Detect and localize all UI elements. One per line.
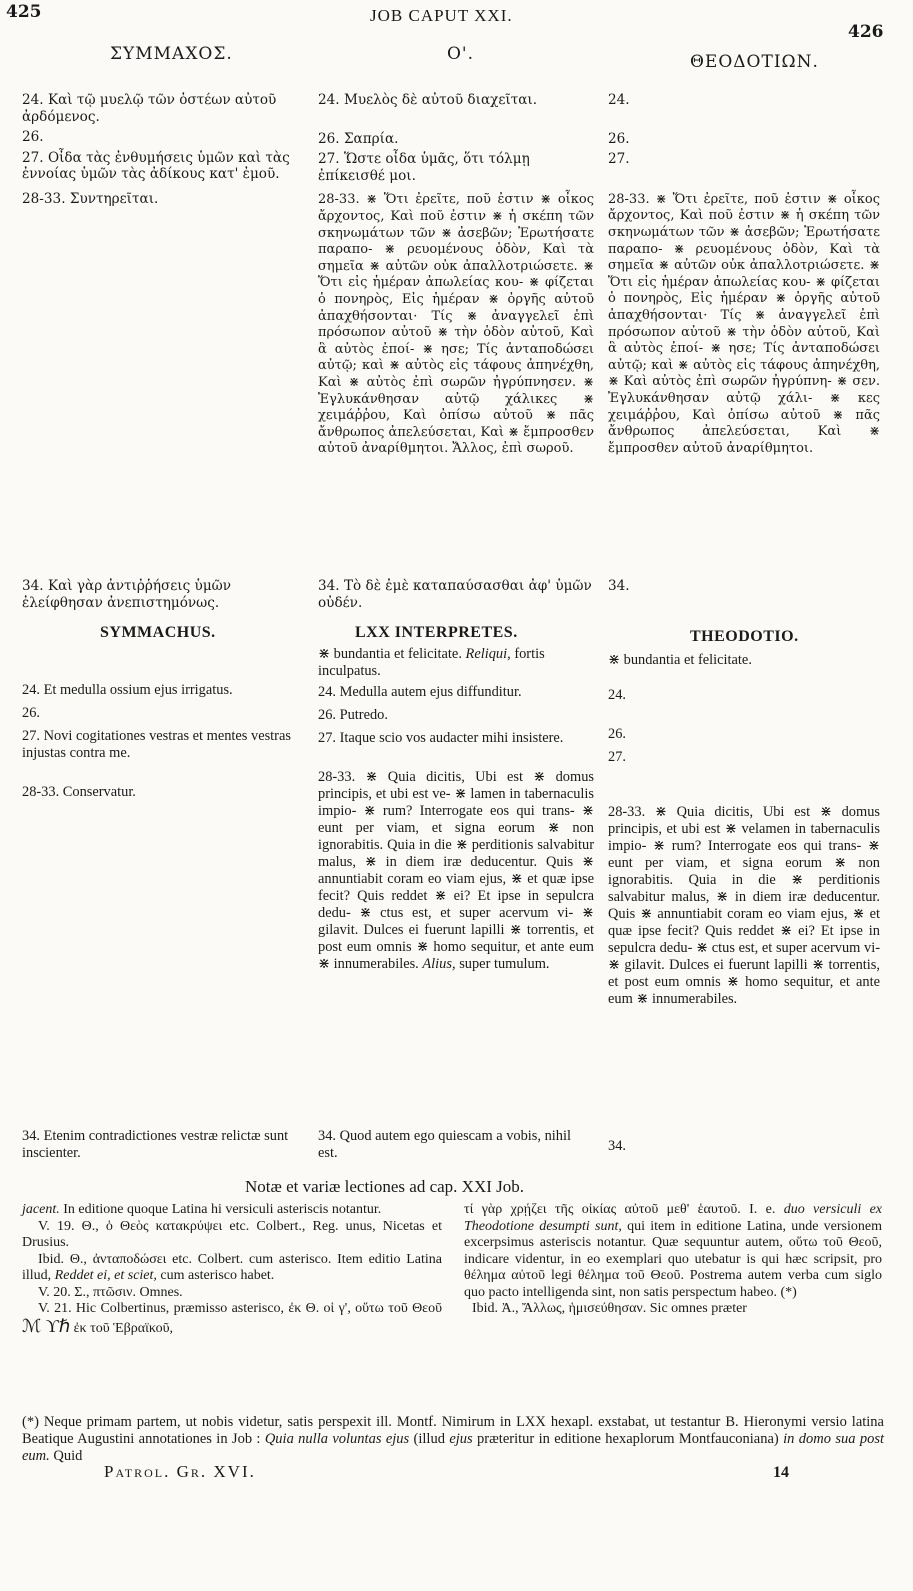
alius-text: super tumulum. [459, 956, 550, 972]
latin-header-symmachus: SYMMACHUS. [100, 624, 216, 641]
theo-intro: ⋇ bundantia et felicitate. [608, 652, 752, 668]
lxx-intro-c: fortis inculpatus. [318, 646, 545, 679]
note-jacent: jacent. In editione quoque Latina hi versiculi asteriscis notantur. [22, 1202, 382, 1217]
verse-26: 26. Σαπρία. [318, 130, 399, 147]
notes-heading: Notæ et variæ lectiones ad cap. XXI Job. [245, 1177, 525, 1196]
latin-column-theodotion [608, 652, 880, 1154]
verse-28-33: 28-33. ⋇ Ὅτι ἐρεῖτε, ποῦ ἐστιν ⋇ οἶκος ἄρχοντος, Καὶ ποῦ ἐστιν ⋇ ἡ σκέπη τῶν σκηνωμάτων τῶν ⋇ ἀσεβῶν; Ἐρωτήσατε παραπο- ⋇ ρευομένους ὁδὸν, Καὶ τὰ σημεῖα ⋇ αὐτῶν οὐκ ἀπαλλοτριώσετε. ⋇ Ὅτι εἰς ἡμέραν ἀπωλείας κου- ⋇ φίζεται ὁ πονηρὸς, Εἰς ἡμέραν ⋇ ὀργῆς αὐτοῦ ἀπαχθήσονται· Τίς ⋇ ἀναγγελεῖ ἐπὶ πρόσωπον αὐτοῦ ⋇ τὴν ὁδὸν αὐτοῦ, Καὶ ἃ αὐτὸς ἐποί- ⋇ ησε; Τίς ἀνταποδώσει αὐτῷ; καὶ ⋇ αὐτὸς εἰς τάφους ἀπηνέχθη, ⋇ Καὶ αὐτὸς ἐπὶ σωρῶν ἠγρύπνη- ⋇ σεν. Ἐγλυκάνθησαν αὐτῷ χάλι- ⋇ κες χειμάῤῥου, Καὶ ὀπίσω αὐτοῦ ⋇ πᾶς ἄνθρωπος ἀπελεύσεται, Καὶ ⋇ ἔμπροσθεν αὐτοῦ ἀναρίθμητοι. [608, 191, 880, 456]
verse-26: 26. [608, 726, 626, 742]
greek-column-lxx [318, 92, 594, 611]
note-v19: V. 19. Θ., ὁ Θεὸς κατακρύψει etc. Colbert., Reg. unus, Nicetas et Drusius. [22, 1218, 442, 1250]
verse-24: 24. [608, 92, 630, 108]
verse-26: 26. Putredo. [318, 707, 388, 723]
patrologia-signature: Patrol. Gr. XVI. [104, 1462, 256, 1481]
note-right-2: Ibid. Ἀ., Ἄλλως, ἡμισεύθησαν. Sic omnes præter [472, 1301, 747, 1316]
verse-28-33: 28-33. Conservatur. [22, 784, 136, 800]
verse-24: 24. Et medulla ossium ejus irrigatus. [22, 682, 233, 698]
verse-24: 24. Medulla autem ejus diffunditur. [318, 684, 522, 700]
page-number-right: 426 [848, 22, 884, 42]
note-v21: V. 21. Hic Colbertinus, præmisso asterisco, ἐκ Θ. οἱ γ', οὕτω τοῦ Θεοῦ ℳ ϒℏ ἐκ τοῦ Ἑβραϊκοῦ, [22, 1301, 442, 1336]
verse-26: 26. [22, 705, 40, 721]
column-header-theodotion: ΘΕΟΔΟΤΙΩΝ. [690, 52, 819, 72]
verse-34: 34. Καὶ γὰρ ἀντιῤῥήσεις ὑμῶν ἐλείφθησαν ἀνεπιστημόνως. [22, 578, 231, 611]
verse-34: 34. Etenim contradictiones vestræ relictæ sunt inscienter. [22, 1128, 289, 1161]
verse-27: 27. Οἶδα τὰς ἐνθυμήσεις ὑμῶν καὶ τὰς ἐννοίας ὑμῶν τὰς ἀδίκους κατ' ἐμοῦ. [22, 149, 290, 183]
signature-number: 14 [773, 1464, 789, 1481]
verse-27: 27. [608, 151, 630, 168]
column-header-lxx: O'. [447, 44, 475, 64]
alius-label: Alius, [422, 956, 456, 972]
latin-header-lxx: LXX INTERPRETES. [355, 624, 518, 641]
note-ibid-theta: Ibid. Θ., ἀνταποδώσει etc. Colbert. cum asterisco. Item editio Latina illud, Reddet ei, et sciet, cum asterisco habet. [22, 1251, 442, 1283]
verse-27: 27. Itaque scio vos audacter mihi insistere. [318, 730, 564, 746]
latin-header-theodotion: THEODOTIO. [690, 628, 799, 645]
verse-28-33: 28-33. ⋇ Quia dicitis, Ubi est ⋇ domus principis, et ubi est ⋇ velamen in tabernaculis impio- ⋇ rum? Interrogate eos qui trans- ⋇ eunt per viam, et signa eorum ⋇ non ignorabitis. Quia in die ⋇ perditionis salvabitur malus, ⋇ in diem iræ deducentur. Quis ⋇ annuntiabit coram eo viam ejus, ⋇ et quæ ipse fecit? Quis reddet ⋇ ei? Et ipse in sepulcra dedu- ⋇ ctus est, et super acervum vi- ⋇ gilavit. Dulces ei fuerunt lapilli ⋇ torrentis, et post eum omnis ⋇ homo sequitur, et ante eum ⋇ innumerabiles. [608, 804, 880, 1007]
lxx-intro-b: Reliqui, [465, 646, 511, 662]
verse-24: 24. [608, 687, 626, 703]
latin-column-symmachus [22, 682, 304, 1161]
verse-28-33-text: 28-33. ⋇ Quia dicitis, Ubi est ⋇ domus principis, et ubi est ve- ⋇ lamen in tabernaculis impio- ⋇ rum? Interrogate eos qui trans- ⋇ eunt per viam, et signa eorum ⋇ non ignorabitis. Quia in die ⋇ perditionis salvabitur malus, ⋇ in diem iræ deducentur. Quis ⋇ annuntiabit coram eo viam ejus, ⋇ et quæ ipse fecit? Quis reddet ⋇ ei? Et ipse in sepulcra dedu- ⋇ ctus est, et super acervum vi- ⋇ gilavit. Dulces ei fuerunt lapilli ⋇ torrentis, et post eum omnis ⋇ homo sequitur, et ante eum ⋇ innumerabiles. [318, 769, 594, 972]
note-right-1: τί γὰρ χρῄζει τῆς οἰκίας αὐτοῦ μεθ' ἑαυτοῦ. I. e. duo versiculi ex Theodotione desumpti sunt, qui item in editione Latina, unde versionem excerpsimus asteriscis notantur. Quæ sequuntur autem, οὕτω τοῦ Θεοῦ, indicare videntur, in eo exemplari quo utebatur is qui hæc scripsit, pro θέλημα αὐτοῦ legi θέλημα τοῦ Θεοῦ. Postrema autem verba cum siglo quo pacto intelligenda sint, non satis perspectum habeo. (*) [464, 1202, 883, 1300]
verse-28-33 [318, 769, 594, 973]
verse-28-33: 28-33. ⋇ Ὅτι ἐρεῖτε, ποῦ ἐστιν ⋇ οἶκος ἄρχοντος, Καὶ ποῦ ἐστιν ⋇ ἡ σκέπη τῶν σκηνωμάτων τῶν ⋇ ἀσεβῶν; Ἐρωτήσατε παραπο- ⋇ ρευομένους ὁδὸν, Καὶ τὰ σημεῖα ⋇ αὐτῶν οὐκ ἀπαλλοτριώσετε. ⋇ Ὅτι εἰς ἡμέραν ἀπωλείας κου- ⋇ φίζεται ὁ πονηρὸς, Εἰς ἡμέραν ⋇ ὀργῆς αὐτοῦ ἀπαχθήσονται· Τίς ⋇ ἀναγγελεῖ ἐπὶ πρόσωπον αὐτοῦ ⋇ τὴν ὁδὸν αὐτοῦ, Καὶ ἃ αὐτὸς ἐποί- ⋇ ησε; Τίς ἀνταποδώσει αὐτῷ; καὶ ⋇ αὐτὸς εἰς τάφους ἀπηνέχθη, Καὶ ⋇ αὐτὸς ἐπὶ σωρῶν ἠγρύπνησεν. ⋇ Ἐγλυκάνθησαν αὐτῷ χάλικες ⋇ χειμάῤῥου, Καὶ ὀπίσω αὐτοῦ ⋇ πᾶς ἄνθρωπος ἀπελεύσεται, Καὶ ⋇ ἔμπροσθεν αὐτοῦ ἀναρίθμητοι. Ἄλλος, ἐπὶ σωροῦ. [318, 192, 594, 457]
verse-28-33: 28-33. Συντηρεῖται. [22, 190, 159, 207]
verse-24: 24. Καὶ τῷ μυελῷ τῶν ὀστέων αὐτοῦ ἀρδόμενος. [22, 92, 277, 125]
siglum-symbols: ℳ ϒℏ [22, 1315, 71, 1336]
verse-34: 34. Τὸ δὲ ἐμὲ καταπαύσασθαι ἀφ' ὑμῶν οὐδέν. [318, 578, 592, 611]
note-v20: V. 20. Σ., πτῶσιν. Omnes. [38, 1284, 183, 1300]
verse-34: 34. [608, 578, 630, 594]
verse-26: 26. [608, 130, 630, 147]
footnote: (*) Neque primam partem, ut nobis videtur, satis perspexit ill. Montf. Nimirum in LXX hexapl. exstabat, ut testantur B. Hieronymi versio latina Beatique Augustini annotationes in Job : Quia nulla voluntas ejus (illud ejus præteritur in editione hexaplorum Montfauconiana) in domo sua post eum. Quid [22, 1414, 884, 1464]
column-header-symmachus: ΣΥΜΜΑΧΟΣ. [110, 44, 233, 64]
page-number-left: 425 [6, 2, 42, 22]
verse-27: 27. Ὥστε οἶδα ὑμᾶς, ὅτι τόλμῃ ἐπίκεισθέ μοι. [318, 151, 530, 184]
page-title: JOB CAPUT XXI. [370, 6, 513, 25]
verse-24: 24. Μυελὸς δὲ αὐτοῦ διαχεῖται. [318, 92, 538, 108]
verse-26: 26. [22, 129, 44, 146]
notes-left-column [22, 1202, 442, 1337]
notes-right-column [464, 1202, 882, 1318]
latin-column-lxx [318, 646, 594, 1161]
verse-27: 27. Novi cogitationes vestras et mentes vestras injustas contra me. [22, 728, 291, 761]
verse-34: 34. Quod autem ego quiescam a vobis, nihil est. [318, 1128, 571, 1161]
greek-column-symmachus [22, 92, 304, 611]
lxx-intro [318, 646, 594, 680]
verse-34: 34. [608, 1138, 626, 1154]
greek-column-theodotion [608, 92, 880, 594]
verse-27: 27. [608, 749, 626, 765]
lxx-intro-a: ⋇ bundantia et felicitate. [318, 646, 462, 662]
